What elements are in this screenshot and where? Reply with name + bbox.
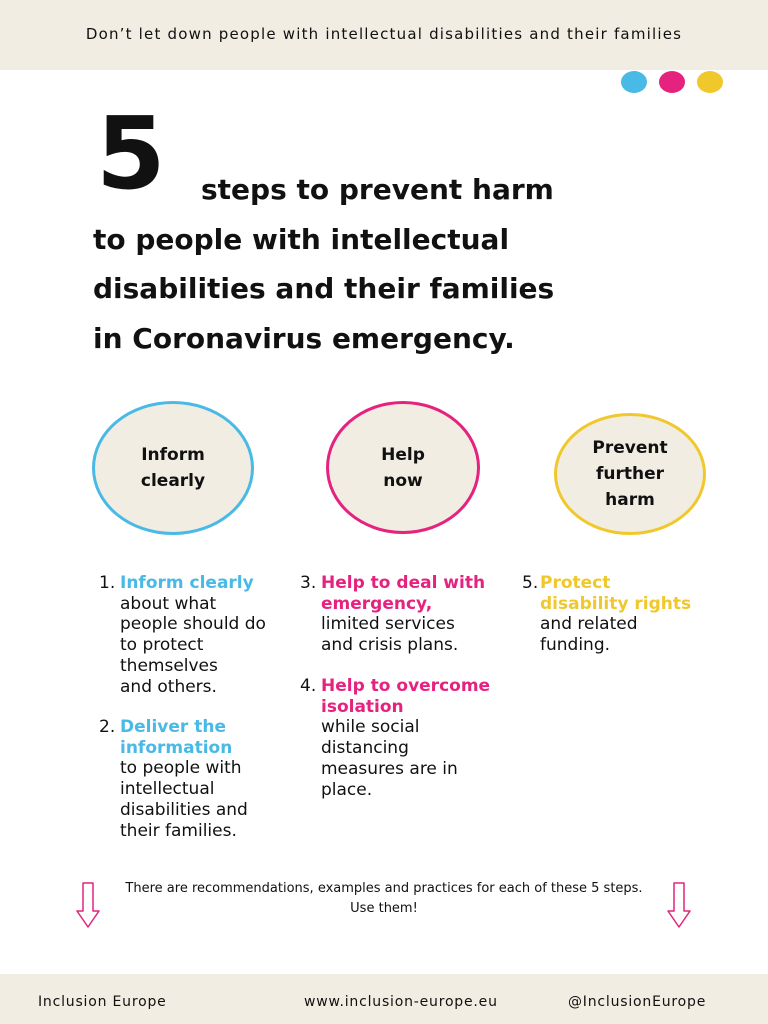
step-title: Help to overcome isolation: [321, 676, 491, 717]
header-banner: [0, 0, 768, 70]
footer-organization: Inclusion Europe: [38, 994, 167, 1010]
circle-label: Inform clearly: [140, 445, 206, 491]
step-number: 4.: [300, 676, 317, 696]
step-body: to people with intellectual disabilities and their families.: [120, 758, 248, 841]
step-number: 3.: [300, 573, 317, 593]
step-body: while social distancing measures are in place.: [321, 717, 458, 800]
step-body: and related funding.: [540, 614, 638, 656]
title-line-1: steps to prevent harm: [201, 173, 554, 206]
step-title: Protect disability rights: [540, 573, 692, 614]
step-1: [99, 573, 266, 697]
step-body: about what people should do to protect themselves and others.: [120, 593, 266, 697]
circle-label: Prevent further harm: [592, 438, 668, 510]
step-number: 1.: [99, 573, 116, 593]
yellow-dot: [697, 71, 723, 93]
circle-label: Help now: [381, 444, 425, 491]
step-number: 2.: [99, 717, 116, 737]
circle-inform-clearly: [92, 401, 254, 535]
footer-social-handle[interactable]: @InclusionEurope: [568, 994, 707, 1010]
title-line-3: disabilities and their families: [93, 272, 555, 305]
note-text: There are recommendations, examples and practices for each of these 5 steps. Use them!: [125, 881, 643, 916]
pink-dot: [659, 71, 685, 93]
circle-help-now: [326, 401, 480, 534]
footer-website-link[interactable]: www.inclusion-europe.eu: [304, 994, 498, 1010]
title-number: 5: [96, 95, 166, 212]
step-title: Help to deal with emergency,: [321, 573, 486, 614]
step-title: Inform clearly: [120, 573, 254, 593]
step-number: 5.: [522, 573, 539, 593]
step-4: [300, 676, 491, 800]
step-title: Deliver the information: [120, 717, 233, 758]
circle-prevent-harm: [554, 413, 706, 535]
step-2: [99, 717, 248, 841]
title-line-4: in Coronavirus emergency.: [93, 322, 515, 355]
title-line-2: to people with intellectual: [93, 223, 510, 256]
step-body: limited services and crisis plans.: [321, 614, 459, 656]
step-5: [522, 573, 692, 656]
down-arrow-icon: [666, 881, 692, 929]
blue-dot: [621, 71, 647, 93]
step-3: [300, 573, 486, 656]
header-text: Don’t let down people with intellectual disabilities and their families: [85, 24, 683, 43]
